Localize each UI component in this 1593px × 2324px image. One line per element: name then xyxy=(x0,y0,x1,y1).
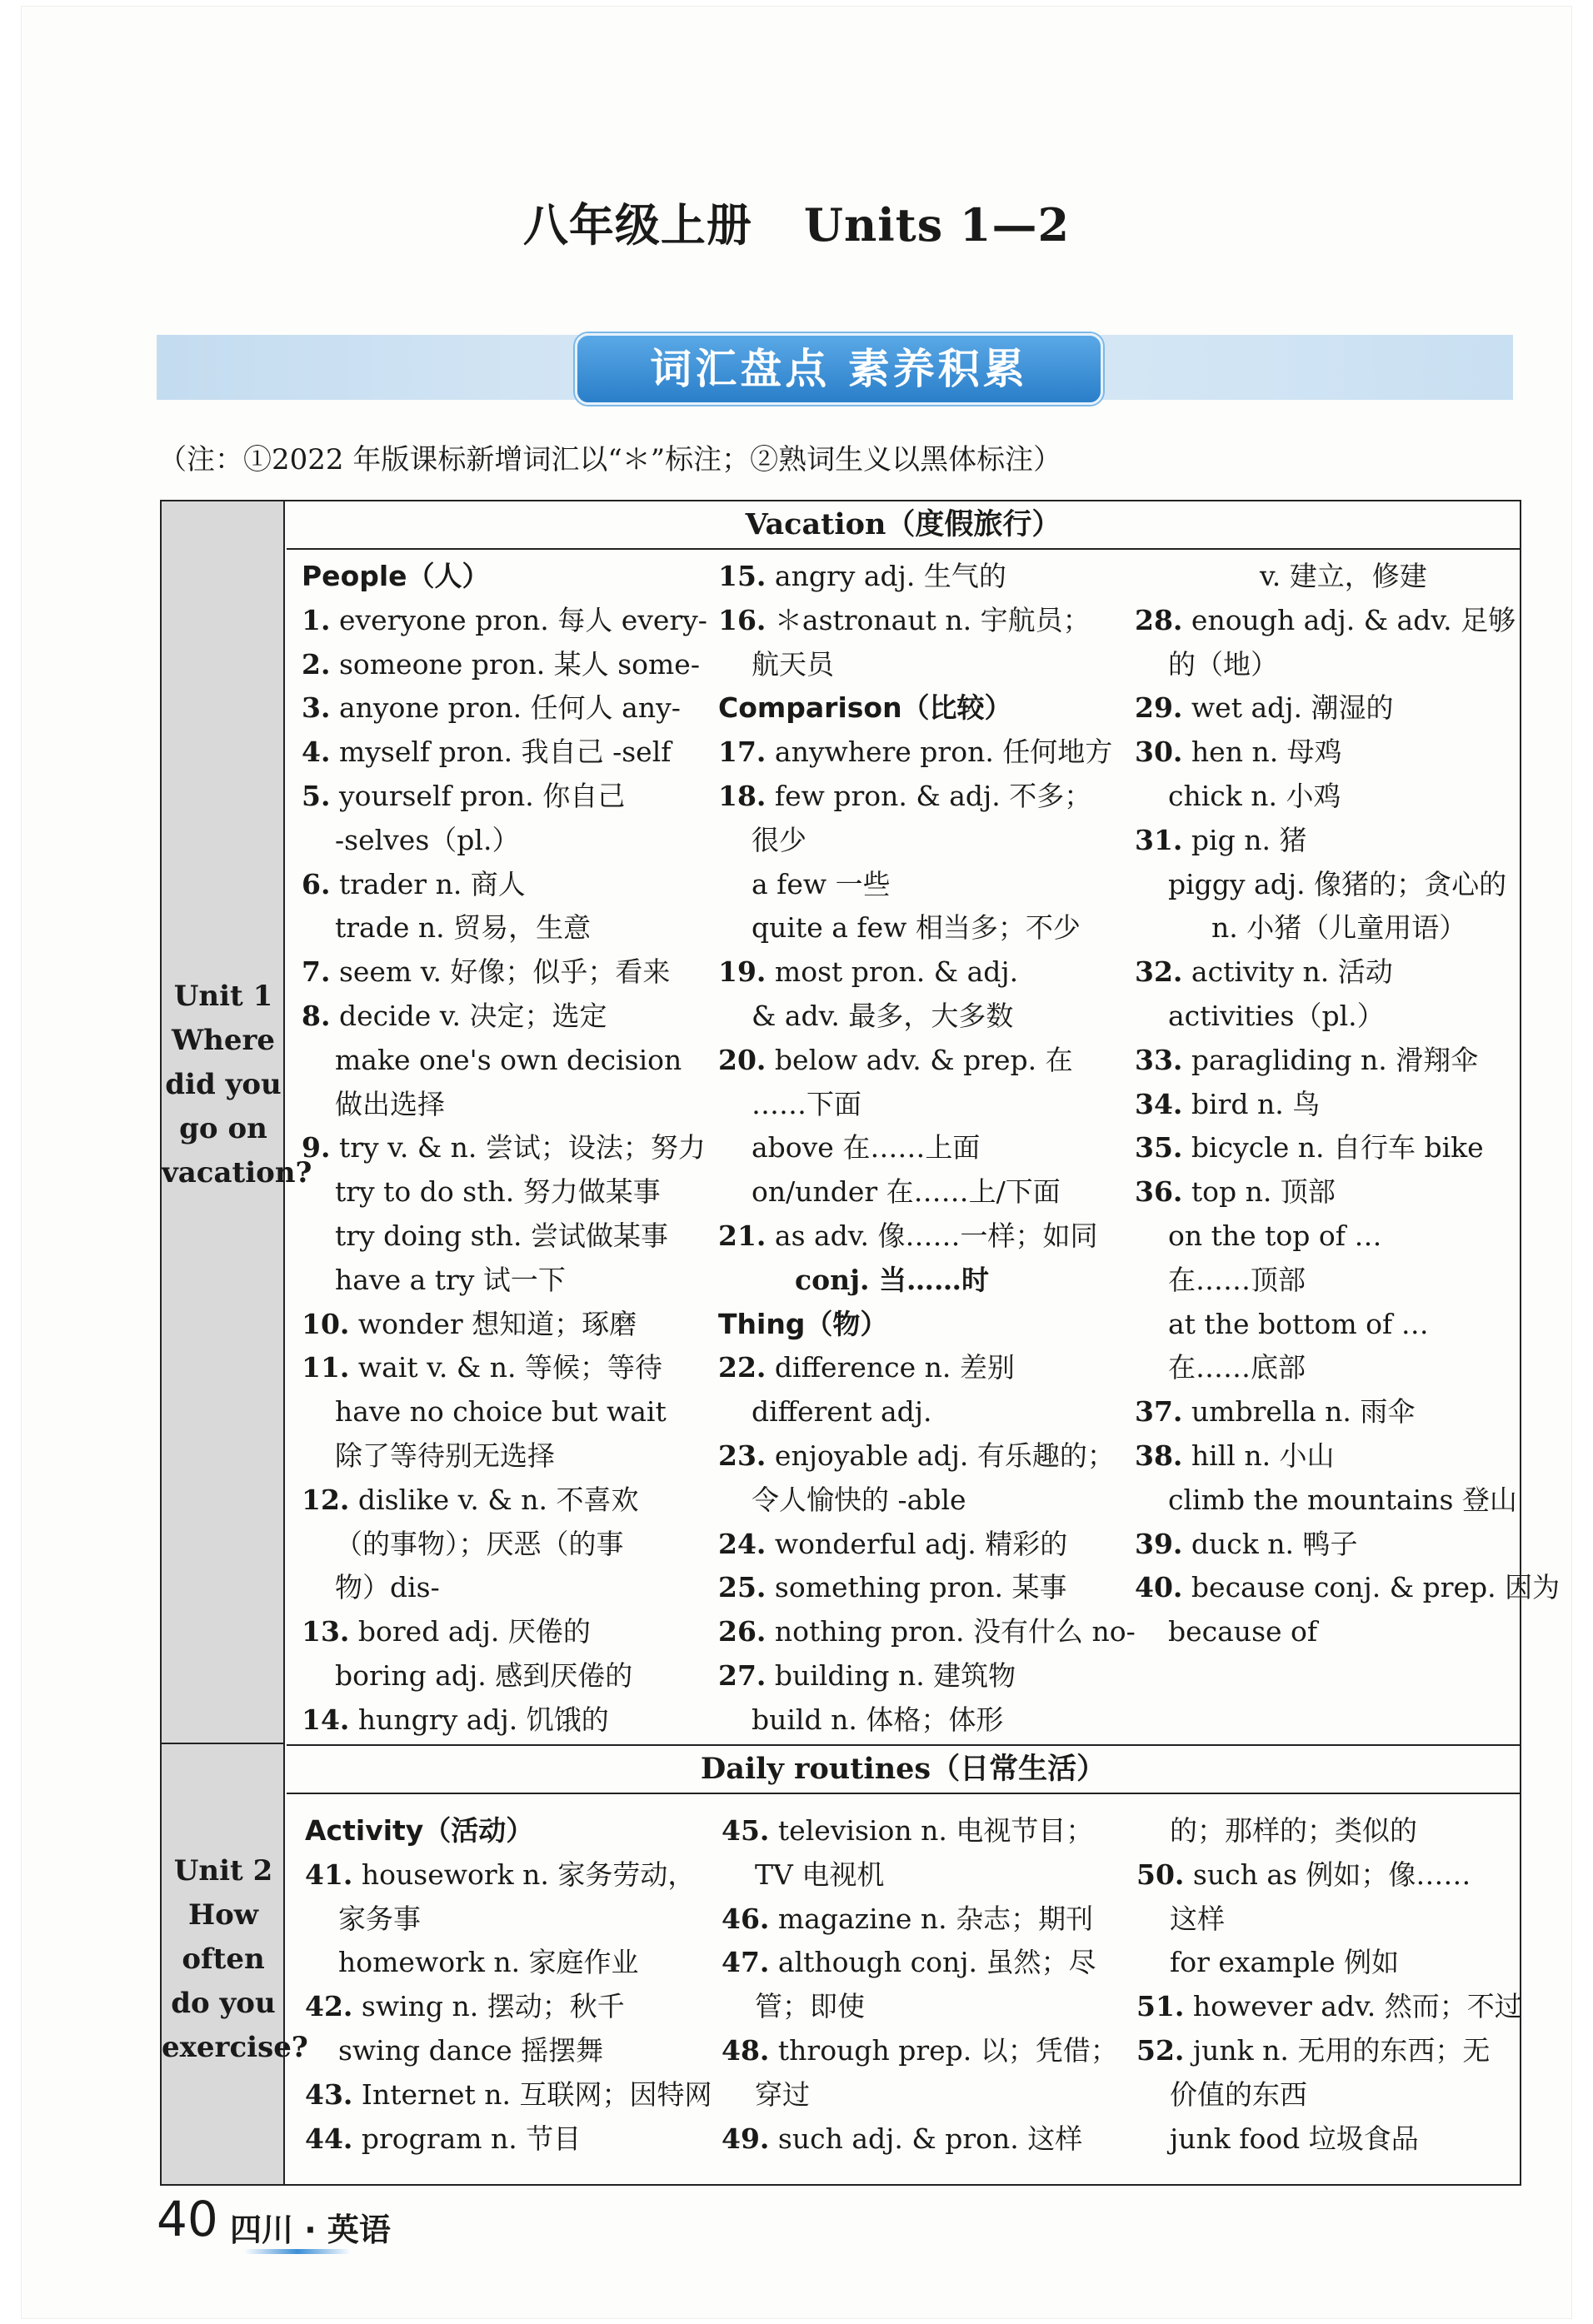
entry-text: bicycle n. 自行车 bike xyxy=(1182,1131,1484,1164)
vocab-entry xyxy=(1135,1170,1560,1214)
entry-text: v. 建立，修建 xyxy=(1260,560,1427,592)
entry-number: 31. xyxy=(1135,823,1183,856)
entry-number: 37. xyxy=(1135,1395,1183,1429)
entry-number: 2. xyxy=(302,647,331,681)
entry-text: wet adj. 潮湿的 xyxy=(1182,691,1394,725)
unit2-topic-heading: Daily routines（日常生活） xyxy=(287,1744,1520,1794)
entry-text: a few 一些 xyxy=(752,867,891,900)
entry-text: conj. 当……时 xyxy=(795,1263,990,1296)
page-title: 八年级上册 Units 1—2 xyxy=(522,198,1071,252)
note-text: （注：①2022 年版课标新增词汇以“＊”标注；②熟词生义以黑体标注） xyxy=(158,443,1062,476)
unit1-label: Unit 1 Where did you go on vacation? xyxy=(162,980,312,1189)
vocab-entry xyxy=(1136,1809,1522,1853)
entry-number: 10. xyxy=(302,1307,350,1340)
vocab-entry xyxy=(1135,1566,1560,1610)
entry-text: such as 例如；像…… xyxy=(1184,1858,1471,1891)
vocab-entry xyxy=(1135,819,1560,863)
entry-number: 23. xyxy=(718,1439,767,1472)
vocab-entry xyxy=(722,1898,1118,1942)
entry-text: seem v. 好像；似乎；看来 xyxy=(330,955,671,989)
entry-text: on the top of … xyxy=(1168,1219,1382,1252)
entry-number: 11. xyxy=(302,1351,350,1384)
unit2-col2 xyxy=(722,1809,1118,2161)
entry-text: piggy adj. 像猪的；贪心的 xyxy=(1168,867,1507,900)
vocab-entry xyxy=(302,1390,707,1434)
vocab-entry xyxy=(1136,1853,1522,1898)
vocab-entry xyxy=(722,2073,1118,2117)
entry-number: 34. xyxy=(1135,1087,1183,1120)
entry-text: wait v. & n. 等候；等待 xyxy=(349,1351,662,1384)
entry-text: everyone pron. 每人 every- xyxy=(330,603,707,636)
vocab-entry xyxy=(302,995,707,1039)
vocab-entry xyxy=(718,1698,1136,1743)
category-heading xyxy=(302,555,707,599)
vocab-entry xyxy=(718,819,1136,863)
vocab-entry xyxy=(302,775,707,819)
entry-text: above 在……上面 xyxy=(752,1131,981,1164)
entry-number: 39. xyxy=(1135,1527,1183,1560)
vocab-entry xyxy=(718,1654,1136,1698)
vocab-entry xyxy=(718,1566,1136,1610)
entry-number: 43. xyxy=(305,2077,353,2111)
entry-text: swing n. 摆动；秋千 xyxy=(352,1990,625,2023)
vocab-entry xyxy=(302,1039,707,1083)
entry-number: 14. xyxy=(302,1703,350,1736)
vocab-entry xyxy=(718,1214,1136,1259)
unit2-col3 xyxy=(1136,1809,1522,2161)
entry-text: bored adj. 厌倦的 xyxy=(349,1615,591,1648)
vocab-entry xyxy=(718,1346,1136,1390)
entry-text: （的事物）；厌恶（的事 xyxy=(335,1527,624,1560)
vocab-entry xyxy=(1136,1898,1522,1942)
entry-text: myself pron. 我自己 -self xyxy=(330,736,672,769)
vocab-entry xyxy=(1135,1259,1560,1303)
vocab-entry xyxy=(722,1941,1118,1985)
entry-text: yourself pron. 你自己 xyxy=(330,779,626,812)
entry-number: 15. xyxy=(718,560,767,592)
category-heading xyxy=(305,1809,712,1853)
entry-number: 20. xyxy=(718,1043,767,1076)
entry-text: ＊astronaut n. 宇航员； xyxy=(766,603,1091,636)
entry-number: 48. xyxy=(722,2033,770,2067)
vocab-entry xyxy=(722,2029,1118,2073)
vocab-entry xyxy=(1135,555,1560,599)
entry-number: 36. xyxy=(1135,1175,1183,1209)
entry-text: wonder 想知道；琢磨 xyxy=(349,1307,637,1340)
entry-text: People（人） xyxy=(302,560,490,592)
unit1-col3 xyxy=(1135,555,1560,1654)
entry-text: pig n. 猪 xyxy=(1182,823,1307,856)
vocab-entry xyxy=(1135,686,1560,731)
entry-text: have no choice but wait xyxy=(335,1395,667,1429)
vocab-entry xyxy=(305,1941,712,1985)
unit1-col2 xyxy=(718,555,1136,1743)
category-heading xyxy=(718,686,1136,731)
vocab-entry xyxy=(305,2029,712,2073)
entry-number: 25. xyxy=(718,1571,767,1604)
entry-text: TV 电视机 xyxy=(755,1858,885,1891)
footer-label: 四川 · 英语 xyxy=(230,2212,391,2248)
entry-text: quite a few 相当多；不少 xyxy=(752,911,1081,945)
entry-number: 38. xyxy=(1135,1439,1183,1472)
entry-number: 51. xyxy=(1136,1990,1185,2023)
vocab-entry xyxy=(718,1259,1136,1303)
unit2-label-cell xyxy=(162,1744,308,2184)
vocab-entry xyxy=(302,1434,707,1479)
vocab-entry xyxy=(1135,1126,1560,1170)
vocab-entry xyxy=(302,686,707,731)
vocab-entry xyxy=(1135,1214,1560,1259)
unit2-label: Unit 2 How often do you exercise? xyxy=(162,1854,308,2064)
entry-number: 49. xyxy=(722,2122,770,2155)
entry-text: for example 例如 xyxy=(1170,1946,1400,1979)
vocab-entry xyxy=(302,819,707,863)
vocab-entry xyxy=(718,995,1136,1039)
vocab-entry xyxy=(1135,863,1560,907)
entry-text: 的；那样的；类似的 xyxy=(1170,1814,1417,1847)
vocab-entry xyxy=(302,1610,707,1654)
entry-text: activity n. 活动 xyxy=(1182,955,1393,989)
vocab-entry xyxy=(718,1170,1136,1214)
entry-number: 35. xyxy=(1135,1131,1183,1164)
vocab-entry xyxy=(1135,950,1560,995)
entry-text: angry adj. 生气的 xyxy=(766,560,1006,592)
entry-text: hen n. 母鸡 xyxy=(1182,736,1342,769)
footer-accent-bar xyxy=(243,2249,352,2254)
entry-number: 12. xyxy=(302,1483,350,1516)
vocab-entry xyxy=(1136,2117,1522,2162)
vocab-entry xyxy=(305,2073,712,2117)
vocab-entry xyxy=(302,1126,707,1170)
entry-text: enough adj. & adv. 足够 xyxy=(1182,603,1516,636)
entry-text: program n. 节目 xyxy=(352,2122,582,2155)
section-banner: 词汇盘点 素养积累 xyxy=(650,345,1028,393)
entry-number: 50. xyxy=(1136,1858,1185,1891)
entry-number: 47. xyxy=(722,1946,770,1979)
vocab-entry xyxy=(1135,1479,1560,1523)
vocab-entry xyxy=(718,863,1136,907)
entry-text: however adv. 然而；不过 xyxy=(1184,1990,1522,2023)
vocab-entry xyxy=(302,1214,707,1259)
entry-text: different adj. xyxy=(752,1395,932,1429)
entry-text: build n. 体格；体形 xyxy=(752,1703,1004,1736)
entry-number: 16. xyxy=(718,603,767,636)
entry-text: as adv. 像……一样；如同 xyxy=(766,1219,1098,1252)
entry-text: most pron. & adj. xyxy=(766,955,1019,989)
entry-text: through prep. 以；凭借； xyxy=(769,2033,1118,2067)
entry-text: 价值的东西 xyxy=(1170,2077,1307,2111)
vocab-entry xyxy=(302,1523,707,1567)
entry-text: Comparison（比较） xyxy=(718,691,1012,725)
entry-number: 22. xyxy=(718,1351,767,1384)
entry-text: duck n. 鸭子 xyxy=(1182,1527,1358,1560)
entry-text: such adj. & pron. 这样 xyxy=(769,2122,1083,2155)
entry-text: top n. 顶部 xyxy=(1182,1175,1336,1209)
vocab-entry xyxy=(1135,1303,1560,1347)
entry-text: decide v. 决定；选定 xyxy=(330,999,607,1032)
page-number: 40 xyxy=(157,2191,218,2247)
entry-text: something pron. 某事 xyxy=(766,1571,1067,1604)
vocab-entry xyxy=(1135,599,1560,643)
vocab-entry xyxy=(1135,1434,1560,1479)
entry-text: hill n. 小山 xyxy=(1182,1439,1335,1472)
entry-text: 物）dis- xyxy=(335,1571,440,1604)
entry-number: 44. xyxy=(305,2122,353,2155)
entry-text: bird n. 鸟 xyxy=(1182,1087,1321,1120)
entry-text: 穿过 xyxy=(755,2077,810,2111)
vocab-entry xyxy=(718,555,1136,599)
vocab-entry xyxy=(302,1346,707,1390)
entry-number: 33. xyxy=(1135,1043,1183,1076)
entry-text: junk food 垃圾食品 xyxy=(1170,2122,1419,2155)
vocab-entry xyxy=(302,643,707,687)
entry-number: 5. xyxy=(302,779,331,812)
entry-number: 9. xyxy=(302,1131,331,1164)
entry-number: 28. xyxy=(1135,603,1183,636)
entry-text: on/under 在……上/下面 xyxy=(752,1175,1061,1209)
entry-number: 8. xyxy=(302,999,331,1032)
vocab-entry xyxy=(1135,995,1560,1039)
vocab-entry xyxy=(718,1434,1136,1479)
entry-text: try to do sth. 努力做某事 xyxy=(335,1175,661,1209)
entry-text: & adv. 最多，大多数 xyxy=(752,999,1014,1032)
entry-text: wonderful adj. 精彩的 xyxy=(766,1527,1068,1560)
entry-number: 30. xyxy=(1135,736,1183,769)
entry-text: hungry adj. 饥饿的 xyxy=(349,1703,609,1736)
vocab-entry xyxy=(302,1170,707,1214)
vocab-entry xyxy=(302,731,707,775)
entry-text: at the bottom of … xyxy=(1168,1307,1429,1340)
entry-text: 令人愉快的 -able xyxy=(752,1483,966,1516)
entry-number: 24. xyxy=(718,1527,767,1560)
entry-text: dislike v. & n. 不喜欢 xyxy=(349,1483,639,1516)
vocab-entry xyxy=(302,1479,707,1523)
entry-text: have a try 试一下 xyxy=(335,1263,566,1296)
vocab-entry xyxy=(718,1126,1136,1170)
vocab-entry xyxy=(1135,643,1560,687)
vocab-entry xyxy=(305,1898,712,1942)
entry-number: 52. xyxy=(1136,2033,1185,2067)
entry-text: paragliding n. 滑翔伞 xyxy=(1182,1043,1479,1076)
entry-text: 家务事 xyxy=(338,1902,421,1935)
entry-text: 除了等待别无选择 xyxy=(335,1439,555,1472)
vocab-entry xyxy=(1135,1039,1560,1083)
entry-text: Internet n. 互联网；因特网 xyxy=(352,2077,712,2111)
vocab-entry xyxy=(718,1390,1136,1434)
vocab-entry xyxy=(1136,2073,1522,2117)
entry-text: -selves（pl.） xyxy=(335,823,520,856)
unit1-label-cell xyxy=(162,501,312,1744)
vocabulary-table xyxy=(160,500,1561,2186)
vocab-entry xyxy=(305,2117,712,2162)
entry-text: make one's own decision xyxy=(335,1043,682,1076)
vocab-entry xyxy=(1135,1083,1560,1127)
entry-text: try v. & n. 尝试；设法；努力 xyxy=(330,1131,706,1164)
vocab-entry xyxy=(302,950,707,995)
entry-text: nothing pron. 没有什么 no- xyxy=(766,1615,1136,1648)
entry-text: 在……顶部 xyxy=(1168,1263,1306,1296)
vocab-entry xyxy=(718,1039,1136,1083)
entry-text: someone pron. 某人 some- xyxy=(330,647,700,681)
entry-number: 42. xyxy=(305,1990,353,2023)
entry-number: 6. xyxy=(302,867,331,900)
vocab-entry xyxy=(718,731,1136,775)
vocab-entry xyxy=(302,1566,707,1610)
vocab-entry xyxy=(718,1479,1136,1523)
vocab-entry xyxy=(302,1654,707,1698)
entry-text: 的（地） xyxy=(1168,647,1278,681)
vocab-entry xyxy=(722,2117,1118,2162)
vocab-entry xyxy=(302,1259,707,1303)
entry-number: 3. xyxy=(302,691,331,725)
vocab-entry xyxy=(305,1853,712,1898)
vocab-entry xyxy=(718,906,1136,950)
entry-number: 46. xyxy=(722,1902,770,1935)
category-heading xyxy=(718,1303,1136,1347)
entry-number: 26. xyxy=(718,1615,767,1648)
entry-text: because of xyxy=(1168,1615,1318,1648)
vocab-entry xyxy=(1135,775,1560,819)
vocab-entry xyxy=(1136,1985,1522,2029)
entry-number: 21. xyxy=(718,1219,767,1252)
entry-number: 19. xyxy=(718,955,767,989)
vocab-entry xyxy=(302,1698,707,1743)
vocab-entry xyxy=(1135,906,1560,950)
entry-text: junk n. 无用的东西；无 xyxy=(1184,2033,1491,2067)
vocab-entry xyxy=(302,906,707,950)
vocab-entry xyxy=(722,1853,1118,1898)
entry-number: 17. xyxy=(718,736,767,769)
entry-text: building n. 建筑物 xyxy=(766,1658,1016,1692)
entry-text: umbrella n. 雨伞 xyxy=(1182,1395,1416,1429)
entry-text: below adv. & prep. 在 xyxy=(766,1043,1073,1076)
entry-text: although conj. 虽然；尽 xyxy=(769,1946,1096,1979)
vocab-entry xyxy=(718,643,1136,687)
vocab-entry xyxy=(302,599,707,643)
entry-number: 29. xyxy=(1135,691,1183,725)
entry-text: anyone pron. 任何人 any- xyxy=(330,691,681,725)
unit2-col1 xyxy=(305,1809,712,2161)
entry-text: trader n. 商人 xyxy=(330,867,526,900)
entry-number: 45. xyxy=(722,1814,770,1847)
entry-number: 13. xyxy=(302,1615,350,1648)
entry-text: n. 小猪（儿童用语） xyxy=(1211,911,1467,945)
vocab-entry xyxy=(305,1985,712,2029)
entry-text: swing dance 摇摆舞 xyxy=(338,2033,604,2067)
entry-text: enjoyable adj. 有乐趣的； xyxy=(766,1439,1115,1472)
vocab-entry xyxy=(722,1809,1118,1853)
entry-text: activities（pl.） xyxy=(1168,999,1385,1032)
entry-text: because conj. & prep. 因为 xyxy=(1182,1571,1561,1604)
entry-number: 7. xyxy=(302,955,331,989)
entry-text: 管；即使 xyxy=(755,1990,865,2023)
vocab-entry xyxy=(302,1083,707,1127)
entry-text: few pron. & adj. 不多； xyxy=(766,779,1092,812)
entry-text: Activity（活动） xyxy=(305,1814,534,1847)
unit1-col1 xyxy=(302,555,707,1743)
entry-text: magazine n. 杂志；期刊 xyxy=(769,1902,1094,1935)
vocab-entry xyxy=(1135,1346,1560,1390)
vocab-entry xyxy=(1135,1390,1560,1434)
entry-text: television n. 电视节目； xyxy=(769,1814,1094,1847)
entry-text: ……下面 xyxy=(752,1087,861,1120)
entry-number: 27. xyxy=(718,1658,767,1692)
vocab-entry xyxy=(1135,731,1560,775)
entry-text: chick n. 小鸡 xyxy=(1168,779,1341,812)
vocab-entry xyxy=(722,1985,1118,2029)
entry-text: try doing sth. 尝试做某事 xyxy=(335,1219,669,1252)
vocab-entry xyxy=(718,599,1136,643)
entry-text: 做出选择 xyxy=(335,1087,445,1120)
vocab-entry xyxy=(1136,1941,1522,1985)
entry-text: 很少 xyxy=(752,823,806,856)
entry-number: 41. xyxy=(305,1858,353,1891)
entry-text: 航天员 xyxy=(752,647,834,681)
vocab-entry xyxy=(302,1303,707,1347)
vocab-entry xyxy=(1136,2029,1522,2073)
unit1-topic-heading: Vacation（度假旅行） xyxy=(287,501,1520,550)
entry-number: 40. xyxy=(1135,1571,1183,1604)
entry-text: difference n. 差别 xyxy=(766,1351,1015,1384)
vocab-entry xyxy=(1135,1523,1560,1567)
entry-text: anywhere pron. 任何地方 xyxy=(766,736,1113,769)
entry-text: trade n. 贸易，生意 xyxy=(335,911,592,945)
entry-number: 1. xyxy=(302,603,331,636)
vocab-entry xyxy=(718,1523,1136,1567)
entry-text: homework n. 家庭作业 xyxy=(338,1946,639,1979)
vocab-entry xyxy=(1135,1610,1560,1654)
vocab-entry xyxy=(718,950,1136,995)
entry-number: 4. xyxy=(302,736,331,769)
entry-text: climb the mountains 登山 xyxy=(1168,1483,1517,1516)
entry-text: 这样 xyxy=(1170,1902,1225,1935)
entry-text: 在……底部 xyxy=(1168,1351,1306,1384)
vocab-entry xyxy=(302,863,707,907)
vocab-entry xyxy=(718,1083,1136,1127)
vocab-entry xyxy=(718,1610,1136,1654)
entry-text: boring adj. 感到厌倦的 xyxy=(335,1658,633,1692)
entry-number: 32. xyxy=(1135,955,1183,989)
entry-number: 18. xyxy=(718,779,767,812)
entry-text: housework n. 家务劳动， xyxy=(352,1858,696,1891)
entry-text: Thing（物） xyxy=(718,1307,888,1340)
vocab-entry xyxy=(718,775,1136,819)
